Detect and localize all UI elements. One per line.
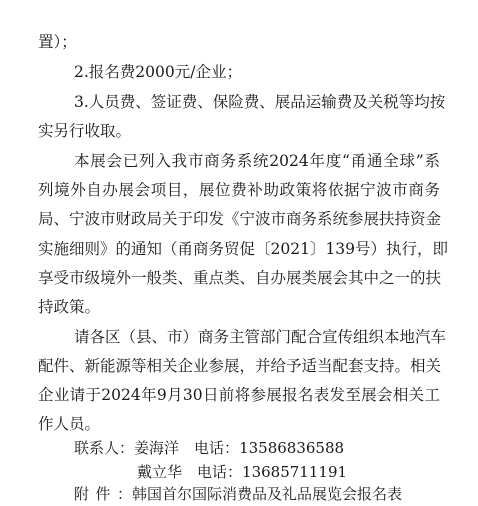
phone-label: 电话：	[197, 463, 243, 481]
phone-label: 电话：	[194, 439, 240, 457]
text-line-5: 本展会已列入我市商务系统2024年度“甬通全球”系	[74, 152, 440, 170]
attachment-row	[74, 484, 402, 504]
contact-name: 姜海洋	[134, 439, 180, 457]
text-line-9: 享受市级境外一般类、重点类、自办展类展会其中之一的扶	[38, 269, 442, 287]
text-line-7: 局、宁波市财政局关于印发《宁波市商务系统参展扶持资金	[38, 210, 442, 228]
attachment-label: 附件：	[74, 485, 132, 503]
contact-row-2	[137, 462, 347, 482]
text-line-2: 2.报名费2000元/企业；	[74, 63, 242, 81]
contact-phone: 13586836588	[239, 439, 345, 457]
text-line-14: 作人员。	[38, 415, 101, 433]
text-line-4: 实另行收取。	[38, 122, 132, 140]
text-line-8: 实施细则》的通知（甬商务贸促〔2021〕139号）执行，即	[38, 240, 449, 258]
text-line-10: 持政策。	[38, 298, 101, 316]
text-line-11: 请各区（县、市）商务主管部门配合宣传组织本地汽车	[74, 328, 447, 346]
contact-label: 联系人：	[74, 439, 135, 457]
text-line-3: 3.人员费、签证费、保险费、展品运输费及关税等均按	[74, 93, 446, 111]
text-line-1: 置）；	[38, 33, 77, 51]
contact-name: 戴立华	[137, 463, 183, 481]
text-line-6: 列境外自办展会项目，展位费补助政策将依据宁波市商务	[38, 181, 440, 199]
attachment-text: 韩国首尔国际消费品及礼品展览会报名表	[132, 485, 403, 503]
contact-row-1	[74, 438, 344, 458]
text-line-12: 配件、新能源等相关企业参展，并给予适当配套支持。相关	[38, 357, 442, 375]
contact-phone: 13685711191	[242, 463, 348, 481]
text-line-13: 企业请于2024年9月30日前将参展报名表发至展会相关工	[38, 386, 440, 404]
